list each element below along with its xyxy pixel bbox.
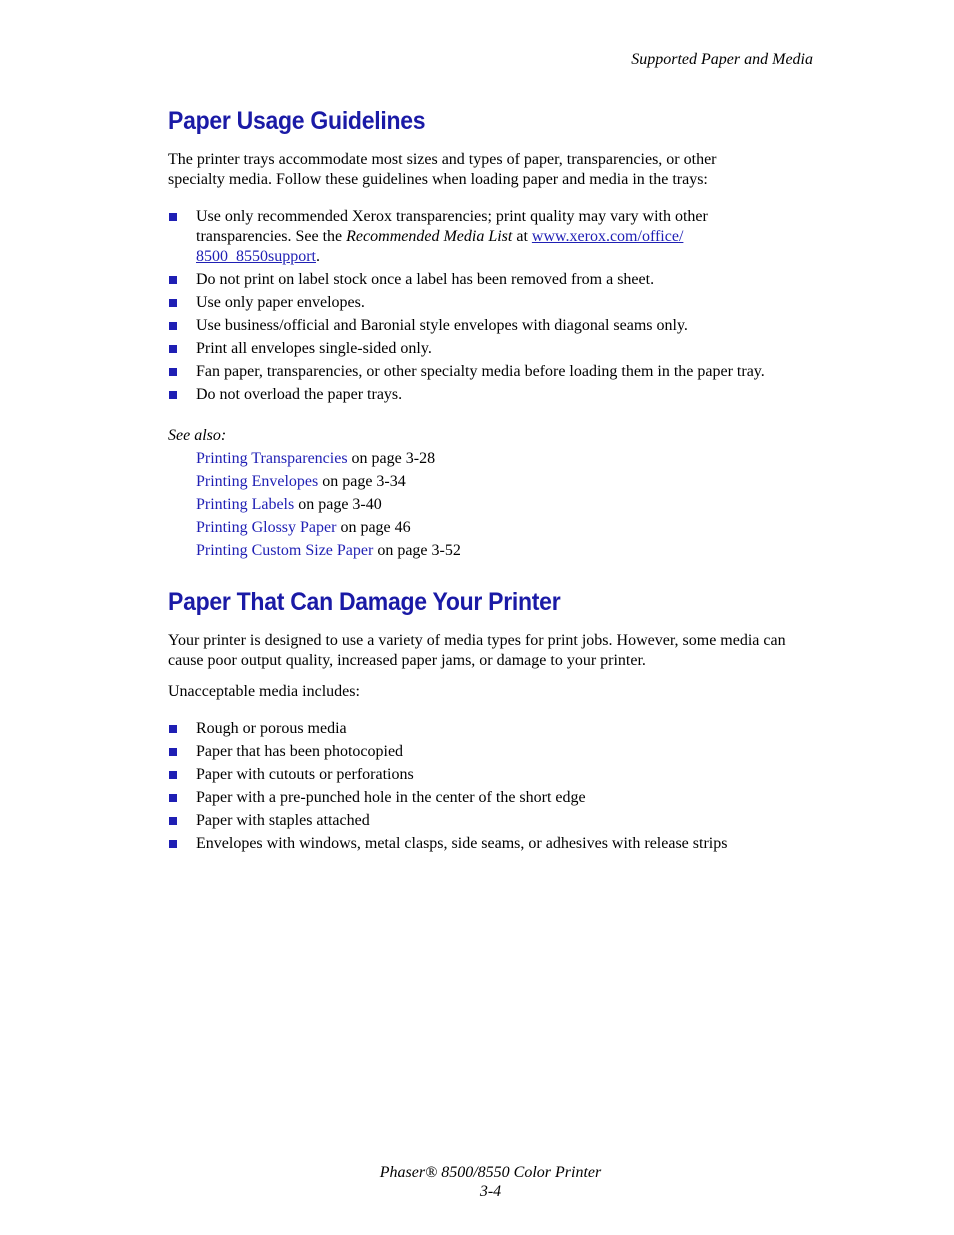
bullet-square-icon xyxy=(169,322,177,330)
page-footer xyxy=(0,1163,954,1201)
footer-product-name: Phaser® 8500/8550 Color Printer xyxy=(379,1164,602,1181)
xref-printing-transparencies[interactable]: Printing Transparencies xyxy=(196,450,348,467)
bullet-square-icon xyxy=(169,748,177,756)
bullet-square-icon xyxy=(169,213,177,221)
bullet-square-icon xyxy=(169,794,177,802)
section-intro: The printer trays accommodate most sizes and types of paper, transparencies, or other specialty media. Follow these guidelines when loading paper and media in the trays: xyxy=(168,151,717,188)
section-heading-paper-usage: Paper Usage Guidelines xyxy=(168,107,426,135)
see-also-item: Printing Envelopes on page 3-34 xyxy=(196,473,406,490)
list-item: Paper that has been photocopied xyxy=(168,742,818,762)
bullet-square-icon xyxy=(169,840,177,848)
section-intro: Your printer is designed to use a variety of media types for print jobs. However, some media can cause poor output quality, increased paper jams, or damage to your printer. xyxy=(168,632,786,669)
list-item: Print all envelopes single-sided only. xyxy=(168,339,818,359)
footer-page-number: 3-4 xyxy=(479,1183,502,1200)
bullet-square-icon xyxy=(169,299,177,307)
media-list-title: Recommended Media List xyxy=(346,228,513,245)
running-header: Supported Paper and Media xyxy=(631,51,813,68)
xref-printing-labels[interactable]: Printing Labels xyxy=(196,496,295,513)
see-also-list xyxy=(196,449,818,561)
see-also-item: Printing Labels on page 3-40 xyxy=(196,496,382,513)
list-item: Envelopes with windows, metal clasps, side seams, or adhesives with release strips xyxy=(168,834,818,854)
xref-printing-envelopes[interactable]: Printing Envelopes xyxy=(196,473,319,490)
list-item: Paper with a pre-punched hole in the center of the short edge xyxy=(168,788,818,808)
bullet-square-icon xyxy=(169,391,177,399)
page-content xyxy=(168,100,818,854)
see-also-item: Printing Glossy Paper on page 46 xyxy=(196,519,411,536)
list-item: Do not print on label stock once a label has been removed from a sheet. xyxy=(168,270,818,290)
list-item: Rough or porous media xyxy=(168,719,818,739)
section-heading-damaging-paper: Paper That Can Damage Your Printer xyxy=(168,588,561,616)
unacceptable-media-list xyxy=(168,719,818,854)
bullet-square-icon xyxy=(169,771,177,779)
xref-printing-glossy-paper[interactable]: Printing Glossy Paper xyxy=(196,519,337,536)
see-also-label: See also: xyxy=(168,427,227,444)
list-item: Fan paper, transparencies, or other specialty media before loading them in the paper tray. xyxy=(168,362,818,382)
xerox-support-link[interactable]: www.xerox.com/office/ 8500_8550support xyxy=(196,228,684,265)
bullet-square-icon xyxy=(169,725,177,733)
list-item: Use only paper envelopes. xyxy=(168,293,818,313)
list-item: Paper with staples attached xyxy=(168,811,818,831)
bullet-square-icon xyxy=(169,817,177,825)
list-item: Paper with cutouts or perforations xyxy=(168,765,818,785)
guidelines-list xyxy=(168,207,818,405)
list-item: Use only recommended Xerox transparencies; print quality may vary with other transparencies. See the Recommended Media List at www.xerox.com/office/ 8500_8550support. xyxy=(168,207,756,267)
bullet-square-icon xyxy=(169,345,177,353)
unacceptable-media-lead: Unacceptable media includes: xyxy=(168,683,360,700)
list-item: Do not overload the paper trays. xyxy=(168,385,818,405)
xref-printing-custom-size-paper[interactable]: Printing Custom Size Paper xyxy=(196,542,374,559)
see-also-item: Printing Transparencies on page 3-28 xyxy=(196,450,436,467)
bullet-square-icon xyxy=(169,276,177,284)
bullet-square-icon xyxy=(169,368,177,376)
list-item: Use business/official and Baronial style envelopes with diagonal seams only. xyxy=(168,316,818,336)
see-also-item: Printing Custom Size Paper on page 3-52 xyxy=(196,542,461,559)
